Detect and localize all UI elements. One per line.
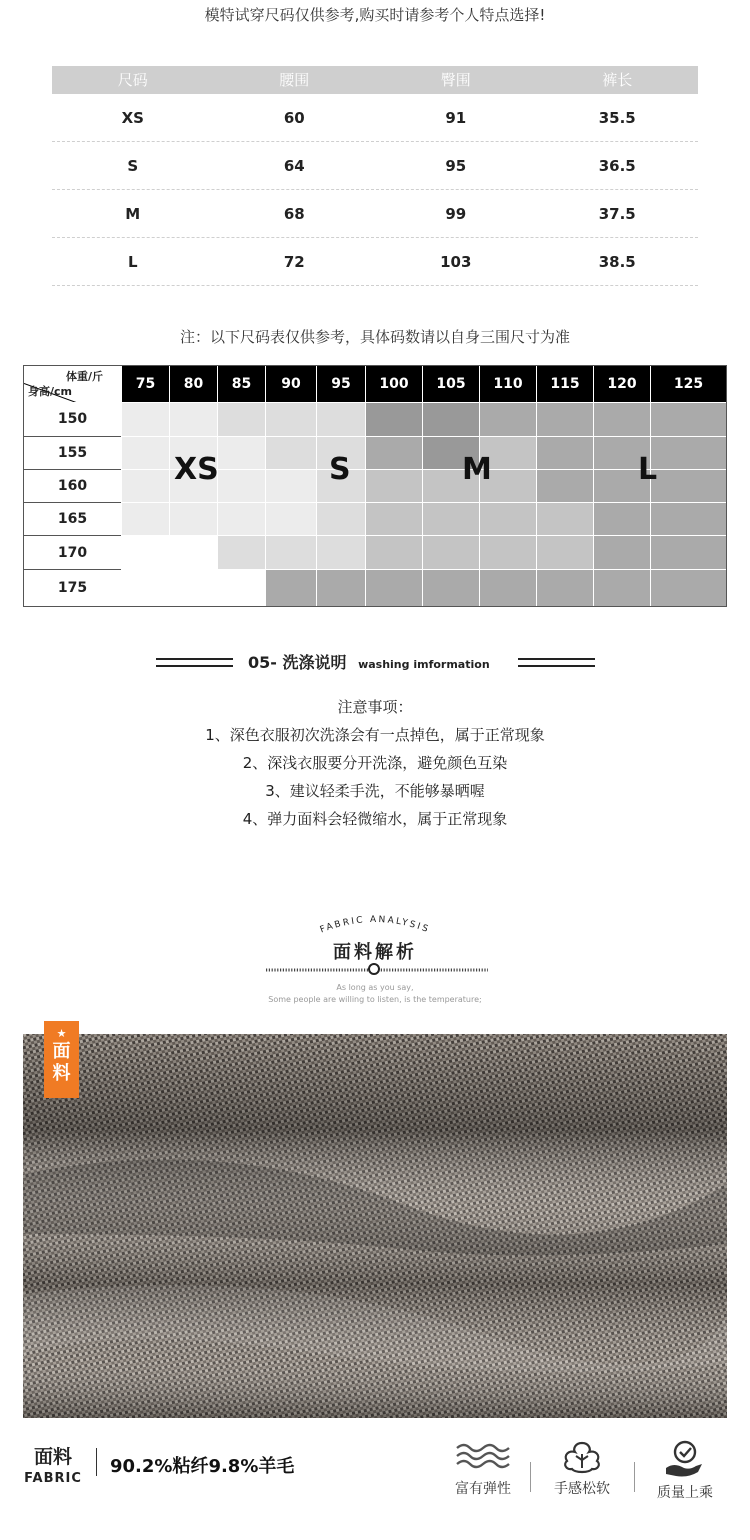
table-cell: 91 xyxy=(445,109,467,127)
grid-cell xyxy=(536,402,593,436)
fabric-analysis-en-text: FABRIC ANALYSIS xyxy=(318,914,432,936)
grid-cell xyxy=(169,502,217,535)
grid-cell xyxy=(479,502,536,535)
height-row-label: 155 xyxy=(24,436,121,469)
table-cell: 38.5 xyxy=(598,253,636,271)
size-mark: L xyxy=(638,452,658,487)
washing-item: 1、深色衣服初次洗涤会有一点掉色，属于正常现象 xyxy=(205,726,545,744)
title-rule-left xyxy=(156,658,233,667)
table-cell: L xyxy=(127,253,138,271)
grid-cell xyxy=(121,469,169,502)
grid-cell xyxy=(217,402,265,436)
grid-cell xyxy=(265,402,316,436)
grid-cell xyxy=(365,502,422,535)
feature-label: 手感松软 xyxy=(554,1481,610,1497)
title-rule-right xyxy=(518,658,595,667)
grid-cell xyxy=(265,502,316,535)
grid-cell xyxy=(316,502,365,535)
grid-cell xyxy=(316,569,365,606)
grid-cell xyxy=(316,402,365,436)
size-mark: S xyxy=(329,452,351,487)
corner-cell xyxy=(24,366,121,402)
height-row-label: 175 xyxy=(24,569,121,606)
table-cell: 72 xyxy=(283,253,305,271)
table-row xyxy=(52,142,698,190)
table-cell: M xyxy=(125,205,141,223)
grid-cell xyxy=(217,535,265,569)
grid-cell xyxy=(593,535,650,569)
weight-header-cell: 95 xyxy=(316,366,365,402)
table-cell: S xyxy=(127,157,139,175)
grid-cell xyxy=(650,569,726,606)
table-row xyxy=(52,238,698,286)
height-row-label: 150 xyxy=(57,411,88,427)
size-table xyxy=(52,66,698,286)
section-number: 05- xyxy=(248,653,277,672)
fabric-analysis-subtitle: As long as you say, xyxy=(336,983,414,992)
quality-hand-icon xyxy=(662,1440,708,1478)
grid-cell xyxy=(650,469,726,502)
section-title: 洗涤说明 xyxy=(282,653,347,672)
grid-cell xyxy=(217,502,265,535)
table-row xyxy=(52,94,698,142)
star-icon: ★ xyxy=(56,1027,67,1040)
grid-cell xyxy=(365,402,422,436)
grid-cell xyxy=(593,502,650,535)
washing-section-title xyxy=(0,650,750,674)
washing-item: 2、深浅衣服要分开洗涤，避免颜色互染 xyxy=(242,754,508,772)
grid-cell xyxy=(265,436,316,469)
grid-cell xyxy=(593,569,650,606)
divider xyxy=(634,1462,635,1492)
weight-header-cell: 120 xyxy=(593,366,650,402)
washing-item: 4、弹力面料会轻微缩水，属于正常现象 xyxy=(242,810,508,828)
grid-cell xyxy=(536,502,593,535)
grid-cell xyxy=(365,535,422,569)
grid-cell xyxy=(422,535,479,569)
washing-title-label xyxy=(248,650,490,673)
weight-header-cell: 90 xyxy=(265,366,316,402)
weight-header-cell: 80 xyxy=(169,366,217,402)
section-title-en: washing imformation xyxy=(358,658,490,671)
fabric-analysis-subtitle: Some people are willing to listen, is the temperature; xyxy=(268,995,482,1004)
wave-icon xyxy=(453,1440,513,1474)
fabric-name-cn: 面料 xyxy=(33,1446,72,1468)
grid-cell xyxy=(650,535,726,569)
fabric-badge xyxy=(44,1021,79,1098)
grid-cell xyxy=(316,535,365,569)
weight-label: 体重/斤 xyxy=(65,370,103,383)
table-row xyxy=(52,190,698,238)
fabric-composition: 90.2%粘纤9.8%羊毛 xyxy=(110,1456,295,1477)
height-row-label: 170 xyxy=(24,535,121,569)
weight-header-cell: 110 xyxy=(479,366,536,402)
table-cell: 95 xyxy=(445,157,467,175)
feature-label: 富有弹性 xyxy=(455,1481,511,1497)
svg-text:FABRIC ANALYSIS xyxy=(319,915,431,935)
grid-cell xyxy=(479,402,536,436)
grid-cell xyxy=(121,502,169,535)
grid-cell xyxy=(121,436,169,469)
grid-cell xyxy=(217,569,265,606)
cotton-icon xyxy=(559,1440,605,1474)
fabric-name-en: FABRIC xyxy=(24,1471,82,1486)
feature-elastic xyxy=(438,1440,528,1498)
header-cell: 尺码 xyxy=(117,71,148,89)
fabric-analysis-title: 面料解析 xyxy=(333,942,417,963)
grid-cell xyxy=(217,469,265,502)
feature-soft xyxy=(537,1440,627,1498)
grid-cell xyxy=(536,469,593,502)
grid-cell xyxy=(121,535,169,569)
weight-header-cell: 100 xyxy=(365,366,422,402)
grid-cell xyxy=(265,569,316,606)
height-label: 身高/cm xyxy=(28,385,72,398)
grid-cell xyxy=(169,535,217,569)
table-cell: 68 xyxy=(283,205,305,223)
grid-cell xyxy=(365,569,422,606)
grid-cell xyxy=(536,569,593,606)
table-cell: 103 xyxy=(440,253,472,271)
feature-label: 质量上乘 xyxy=(657,1485,713,1501)
table-cell: 36.5 xyxy=(598,157,636,175)
table-cell: 64 xyxy=(283,157,305,175)
grid-cell xyxy=(650,436,726,469)
washing-item: 3、建议轻柔手洗，不能够暴晒喔 xyxy=(265,782,485,800)
grid-cell xyxy=(479,535,536,569)
fabric-photo xyxy=(23,1034,727,1418)
weight-header-cell: 85 xyxy=(217,366,265,402)
divider-circle-icon xyxy=(368,963,380,975)
grid-cell xyxy=(422,402,479,436)
table-cell: 35.5 xyxy=(598,109,636,127)
grid-cell xyxy=(536,436,593,469)
grid-cell xyxy=(217,436,265,469)
table-cell: XS xyxy=(121,109,144,127)
grid-cell xyxy=(422,569,479,606)
grid-cell xyxy=(422,502,479,535)
size-mark: XS xyxy=(174,452,219,487)
size-recommendation-grid xyxy=(23,365,727,607)
grid-cell xyxy=(265,535,316,569)
feature-quality xyxy=(640,1440,730,1502)
weight-header-cell: 125 xyxy=(650,366,726,402)
size-mark: M xyxy=(462,452,492,487)
model-note: 模特试穿尺码仅供参考,购买时请参考个人特点选择! xyxy=(204,6,546,24)
grid-cell xyxy=(536,535,593,569)
fabric-name xyxy=(23,1442,83,1486)
weight-header-cell: 115 xyxy=(536,366,593,402)
size-table-header xyxy=(52,66,698,94)
height-row-label: 160 xyxy=(24,469,121,502)
grid-cell xyxy=(479,569,536,606)
grid-cell xyxy=(365,436,422,469)
weight-header-row xyxy=(24,366,726,402)
grid-cell xyxy=(365,469,422,502)
table-cell: 60 xyxy=(283,109,305,127)
washing-heading: 注意事项： xyxy=(337,698,413,716)
grid-cell xyxy=(593,402,650,436)
grid-note: 注：以下尺码表仅供参考，具体码数请以自身三围尺寸为准 xyxy=(179,328,570,346)
grid-body xyxy=(24,402,726,606)
badge-char: 面 xyxy=(52,1041,71,1062)
divider xyxy=(96,1448,97,1476)
height-row-label: 165 xyxy=(24,502,121,535)
grid-cell xyxy=(265,469,316,502)
grid-cell xyxy=(121,569,169,606)
table-cell: 37.5 xyxy=(598,205,636,223)
weight-header-cell: 105 xyxy=(422,366,479,402)
table-cell: 99 xyxy=(445,205,467,223)
header-cell: 臀围 xyxy=(440,71,471,89)
header-cell: 裤长 xyxy=(602,71,633,89)
badge-char: 料 xyxy=(52,1063,71,1084)
header-cell: 腰围 xyxy=(279,71,310,89)
grid-cell xyxy=(169,569,217,606)
grid-cell xyxy=(650,402,726,436)
divider xyxy=(530,1462,531,1492)
grid-cell xyxy=(121,402,169,436)
grid-cell xyxy=(169,402,217,436)
weight-header-cell: 75 xyxy=(121,366,169,402)
grid-cell xyxy=(650,502,726,535)
